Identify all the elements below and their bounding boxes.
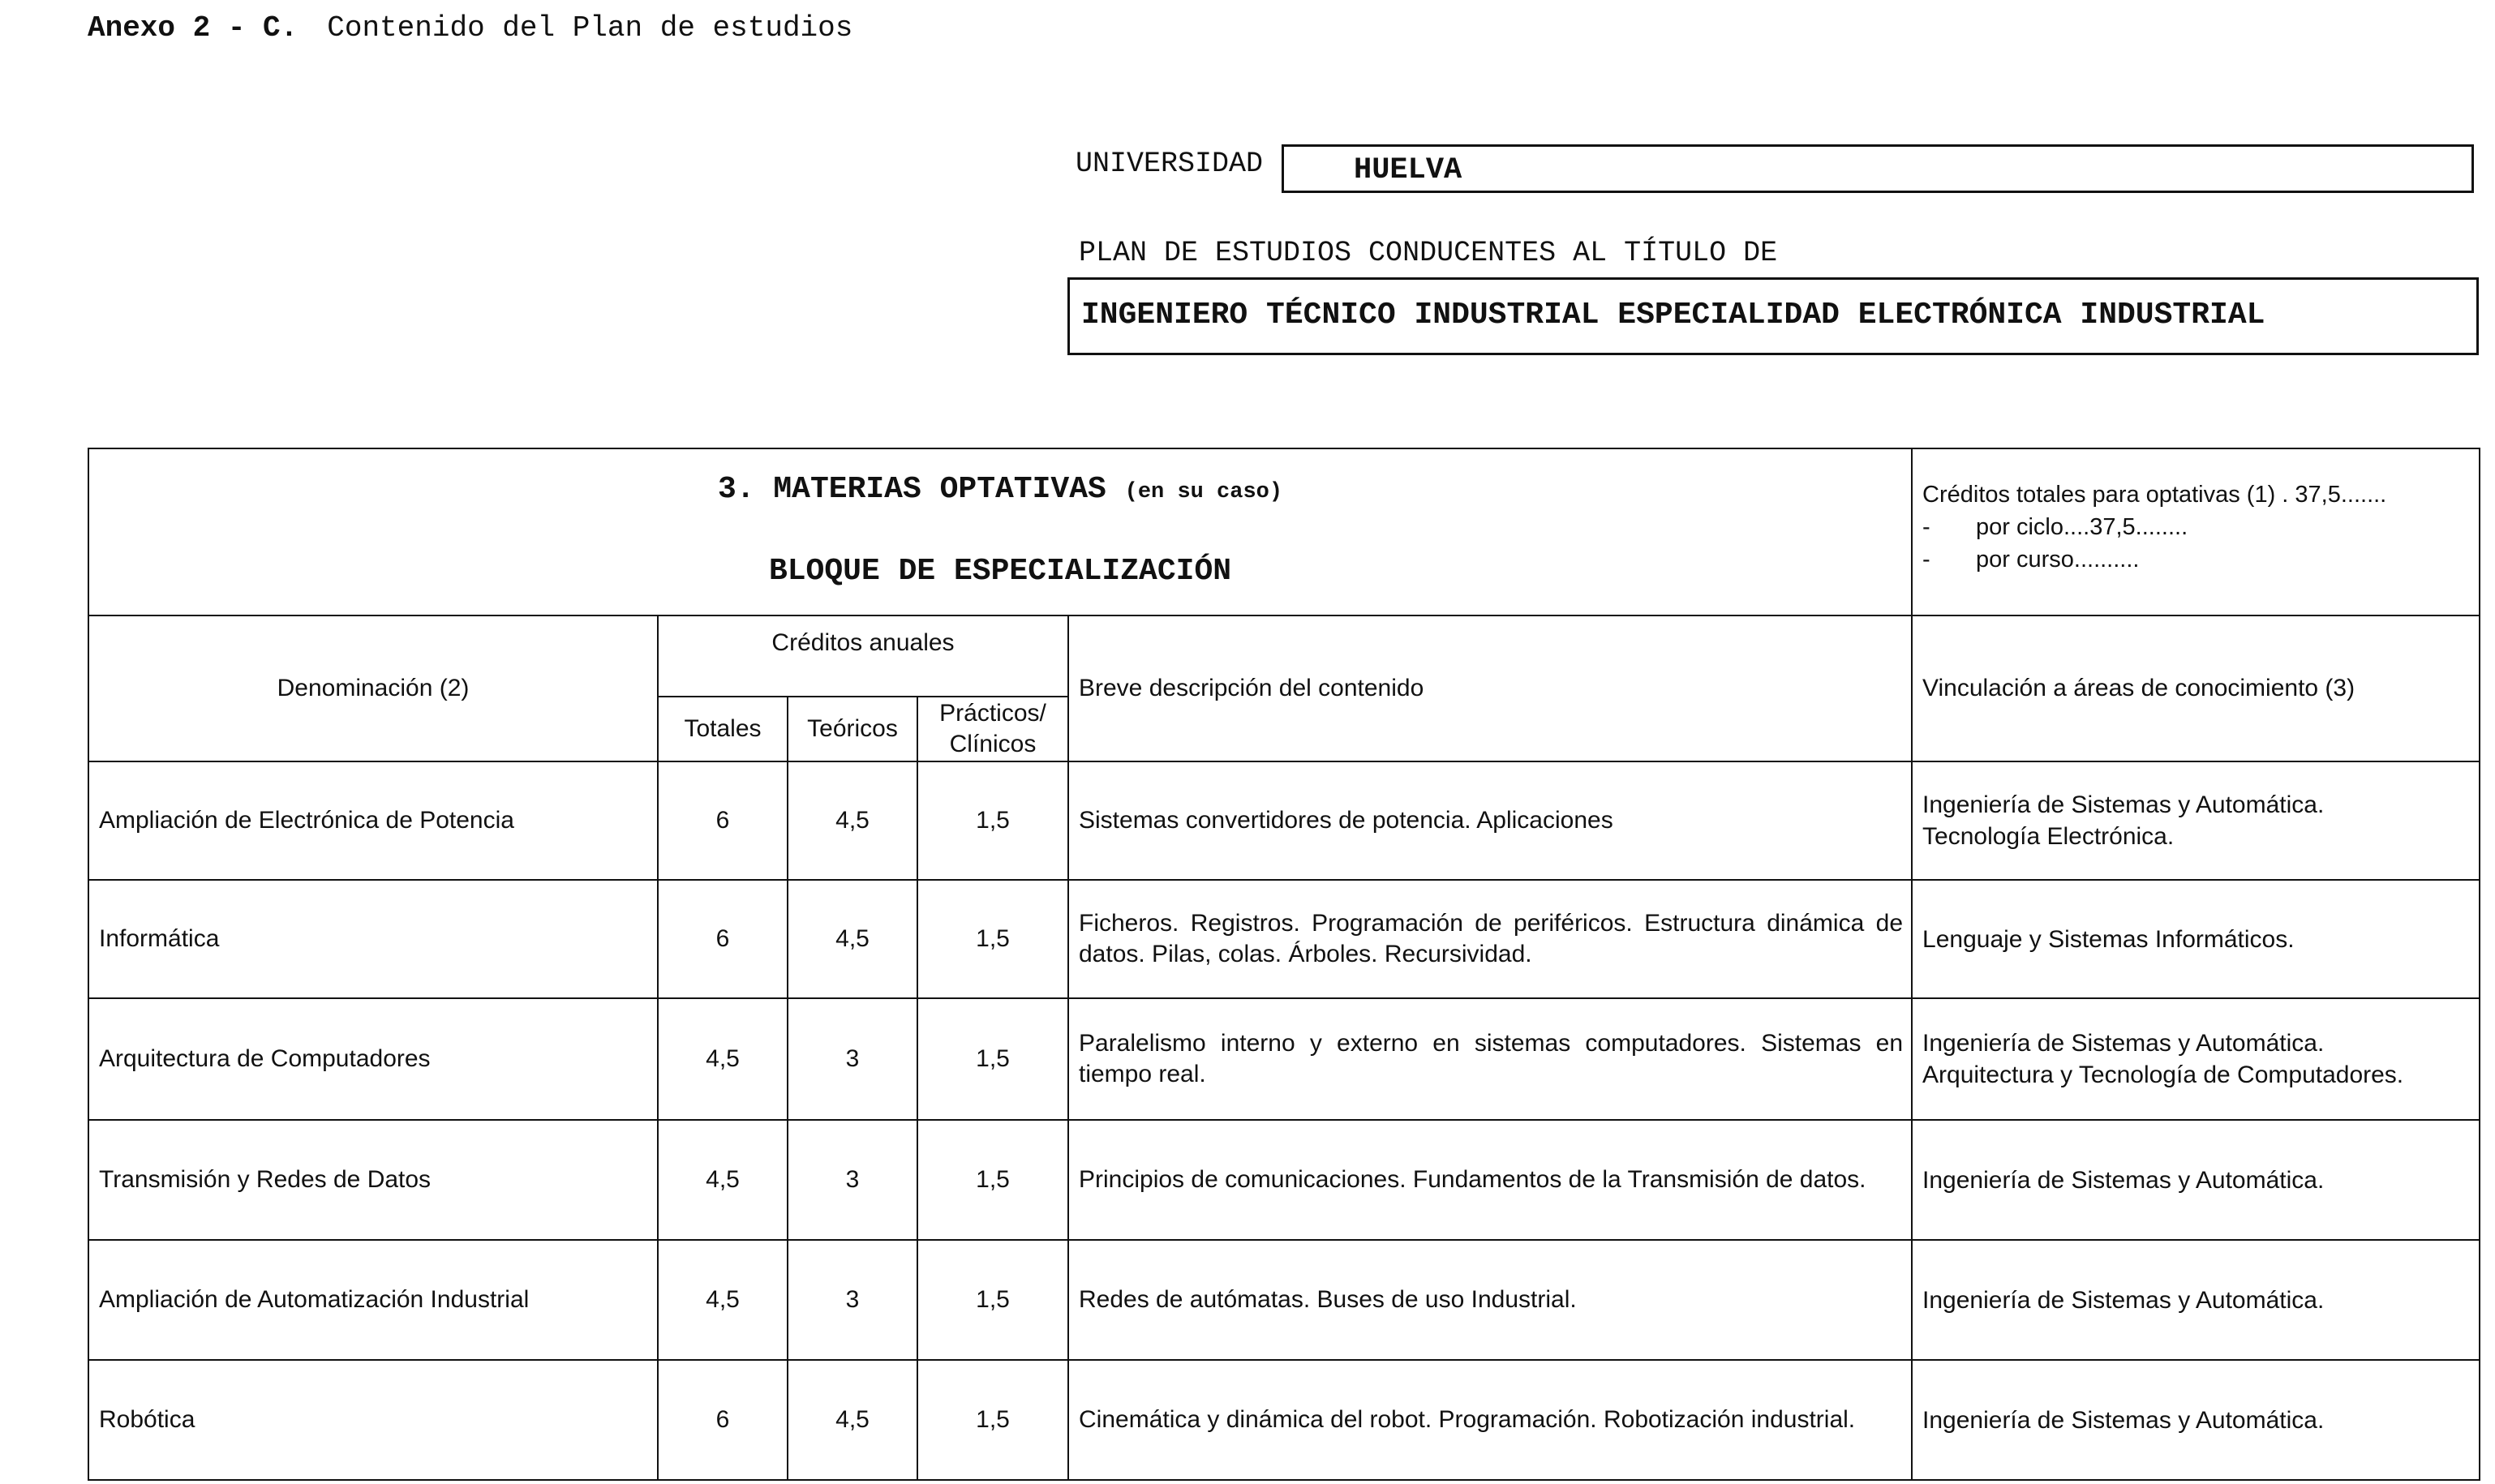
subject-areas (1912, 1120, 2480, 1240)
subject-areas (1912, 998, 2480, 1120)
column-header-row-1 (88, 615, 2480, 697)
subject-description: Paralelismo interno y externo en sistemas computadores. Sistemas en tiempo real. (1068, 998, 1912, 1120)
annex-heading (88, 11, 852, 45)
credits-theory-cell: 4,5 (788, 880, 917, 998)
col-header-areas: Vinculación a áreas de conocimiento (3) (1912, 615, 2480, 761)
col-header-practice-line1: Prácticos/ (939, 700, 1046, 727)
credits-cycle-line (1922, 511, 2469, 543)
area-line-2: Arquitectura y Tecnología de Computadores. (1922, 1062, 2404, 1088)
credits-total-cell: 4,5 (658, 1240, 788, 1360)
credits-practice-cell: 1,5 (917, 1360, 1068, 1480)
optional-subjects-table (88, 448, 2480, 1481)
university-label: UNIVERSIDAD (1076, 148, 1264, 180)
subject-areas (1912, 1360, 2480, 1480)
credits-cycle: por ciclo....37,5........ (1976, 514, 2188, 540)
subject-name: Robótica (88, 1360, 658, 1480)
credits-practice-cell: 1,5 (917, 998, 1068, 1120)
table-row (88, 1360, 2480, 1480)
table-row (88, 998, 2480, 1120)
area-line-1: Lenguaje y Sistemas Informáticos. (1922, 925, 2295, 953)
credits-practice-cell: 1,5 (917, 1120, 1068, 1240)
area-line-2: Tecnología Electrónica. (1922, 823, 2175, 850)
credits-theory-cell: 3 (788, 1120, 917, 1240)
col-header-theory: Teóricos (788, 697, 917, 761)
section-title (89, 472, 1911, 507)
subject-description: Redes de autómatas. Buses de uso Industrial. (1068, 1240, 1912, 1360)
subject-name: Informática (88, 880, 658, 998)
degree-title: INGENIERO TÉCNICO INDUSTRIAL ESPECIALIDAD ELECTRÓNICA INDUSTRIAL (1081, 298, 2265, 332)
subject-name: Transmisión y Redes de Datos (88, 1120, 658, 1240)
university-value: HUELVA (1354, 153, 1462, 187)
table-row (88, 880, 2480, 998)
university-box (1282, 144, 2474, 193)
block-title: BLOQUE DE ESPECIALIZACIÓN (768, 554, 1232, 589)
subject-description: Principios de comunicaciones. Fundamentos de la Transmisión de datos. (1068, 1120, 1912, 1240)
col-header-annual-credits: Créditos anuales (658, 615, 1068, 697)
annex-title: Contenido del Plan de estudios (327, 11, 853, 45)
area-line-1: Ingeniería de Sistemas y Automática. (1922, 791, 2325, 818)
credits-total: Créditos totales para optativas (1) . 37,5....... (1922, 482, 2387, 508)
credits-total-cell: 6 (658, 1360, 788, 1480)
area-line-1: Ingeniería de Sistemas y Automática. (1922, 1286, 2325, 1314)
plan-label: PLAN DE ESTUDIOS CONDUCENTES AL TÍTULO DE (1079, 237, 1778, 269)
subject-areas (1912, 1240, 2480, 1360)
col-header-total: Totales (658, 697, 788, 761)
subject-description: Sistemas convertidores de potencia. Aplicaciones (1068, 761, 1912, 880)
credits-theory-cell: 4,5 (788, 761, 917, 880)
credits-practice-cell: 1,5 (917, 880, 1068, 998)
area-line-1: Ingeniería de Sistemas y Automática. (1922, 1406, 2325, 1434)
credits-total-cell: 6 (658, 880, 788, 998)
credits-theory-cell: 4,5 (788, 1360, 917, 1480)
subject-name: Arquitectura de Computadores (88, 998, 658, 1120)
area-line-1: Ingeniería de Sistemas y Automática. (1922, 1166, 2325, 1194)
section-title-cell (88, 448, 1912, 615)
degree-title-box (1067, 277, 2479, 355)
credits-course: por curso.......... (1976, 547, 2140, 573)
credits-total-cell: 6 (658, 761, 788, 880)
subject-name: Ampliación de Electrónica de Potencia (88, 761, 658, 880)
subject-areas (1912, 761, 2480, 880)
credits-cycle-dash: - (1922, 514, 1930, 540)
credits-practice-cell: 1,5 (917, 761, 1068, 880)
credits-summary (1912, 448, 2480, 615)
credits-practice-cell: 1,5 (917, 1240, 1068, 1360)
subject-name: Ampliación de Automatización Industrial (88, 1240, 658, 1360)
col-header-practice (917, 697, 1068, 761)
table-row (88, 761, 2480, 880)
credits-course-line (1922, 543, 2469, 576)
col-header-practice-line2: Clínicos (949, 731, 1037, 757)
table-row (88, 1240, 2480, 1360)
credits-theory-cell: 3 (788, 1240, 917, 1360)
annex-code: Anexo 2 - C. (88, 11, 298, 45)
subject-description: Ficheros. Registros. Programación de periféricos. Estructura dinámica de datos. Pilas, colas. Árboles. Recursividad. (1068, 880, 1912, 998)
col-header-name: Denominación (2) (88, 615, 658, 761)
col-header-description: Breve descripción del contenido (1068, 615, 1912, 761)
credits-total-cell: 4,5 (658, 1120, 788, 1240)
section-title-text: 3. MATERIAS OPTATIVAS (717, 472, 1106, 507)
section-header-row (88, 448, 2480, 615)
credits-theory-cell: 3 (788, 998, 917, 1120)
credits-course-dash: - (1922, 547, 1930, 573)
subject-areas (1912, 880, 2480, 998)
table-row (88, 1120, 2480, 1240)
area-line-1: Ingeniería de Sistemas y Automática. (1922, 1030, 2325, 1057)
subject-description: Cinemática y dinámica del robot. Programación. Robotización industrial. (1068, 1360, 1912, 1480)
credits-total-cell: 4,5 (658, 998, 788, 1120)
section-title-note: (en su caso) (1124, 480, 1283, 504)
